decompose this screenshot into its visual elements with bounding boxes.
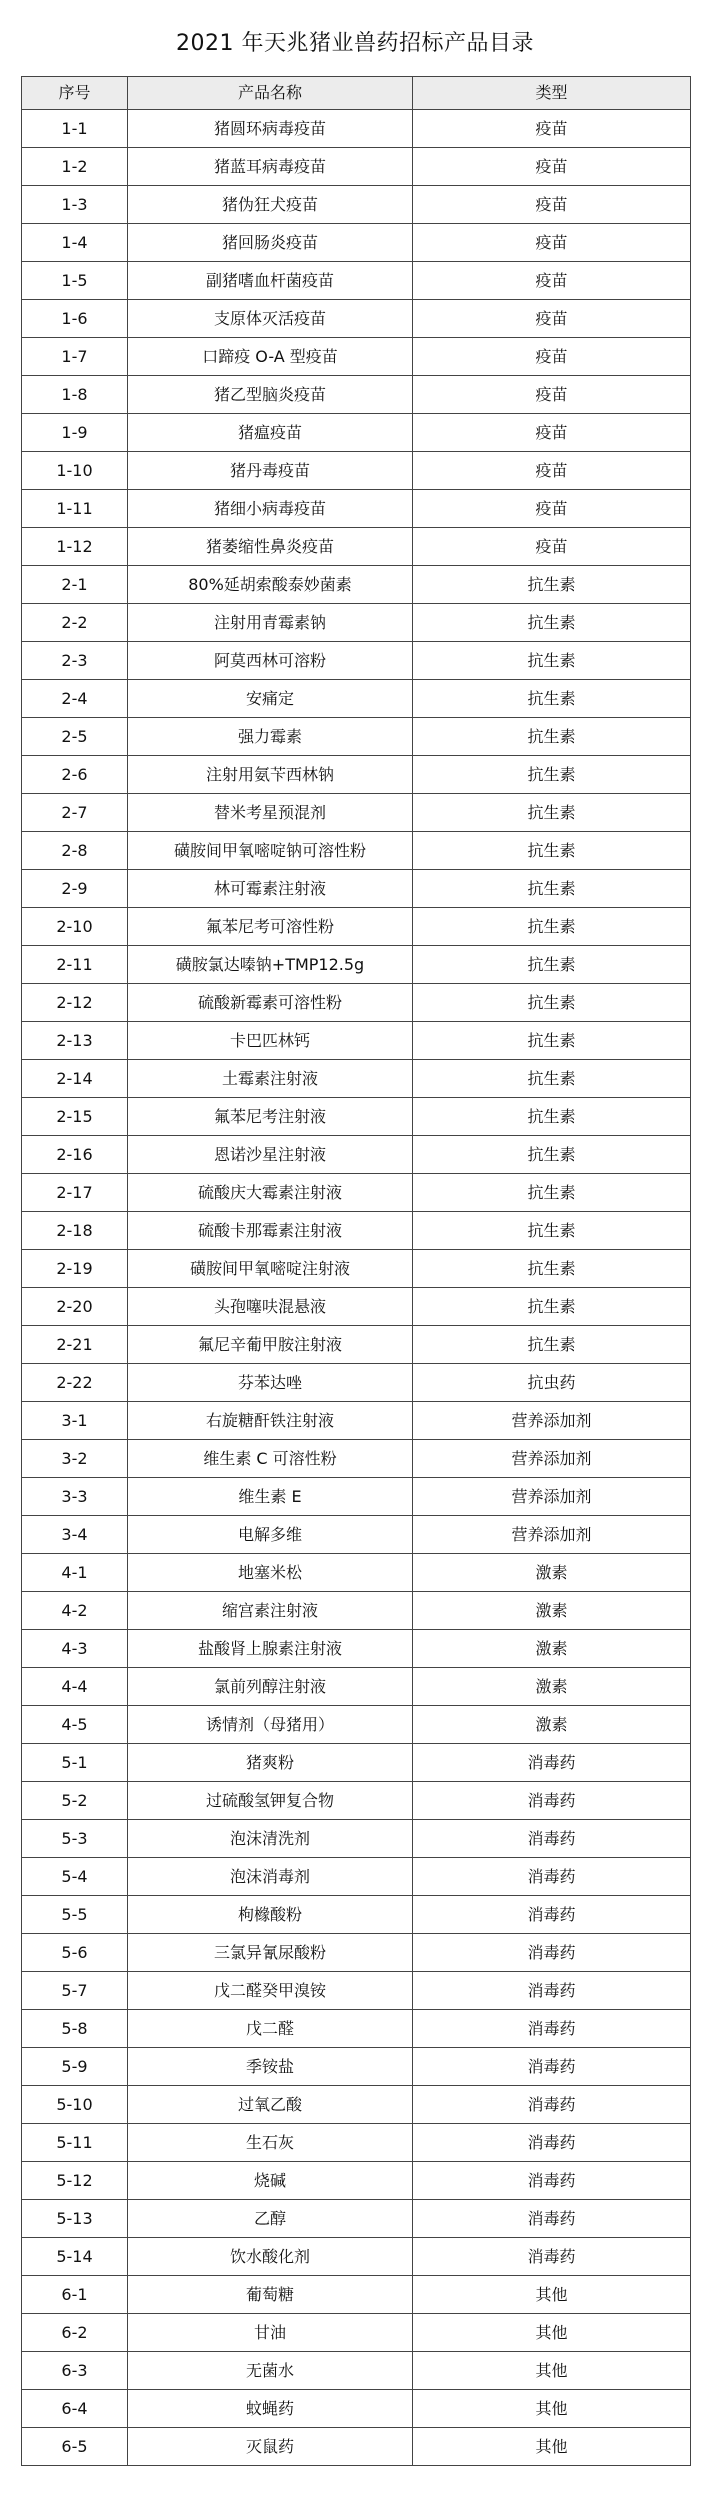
table-row bbox=[22, 110, 691, 148]
table-row bbox=[22, 984, 691, 1022]
table-row bbox=[22, 452, 691, 490]
cell-number: 6-3 bbox=[22, 2352, 128, 2390]
cell-product-name: 恩诺沙星注射液 bbox=[128, 1136, 413, 1174]
table-row bbox=[22, 224, 691, 262]
table-row bbox=[22, 908, 691, 946]
cell-product-name: 林可霉素注射液 bbox=[128, 870, 413, 908]
table-row bbox=[22, 1212, 691, 1250]
page-title: 2021 年天兆猪业兽药招标产品目录 bbox=[176, 31, 534, 56]
cell-type: 消毒药 bbox=[413, 1972, 691, 2010]
cell-type: 激素 bbox=[413, 1630, 691, 1668]
cell-number: 6-1 bbox=[22, 2276, 128, 2314]
cell-number: 3-2 bbox=[22, 1440, 128, 1478]
cell-number: 2-11 bbox=[22, 946, 128, 984]
cell-type: 抗生素 bbox=[413, 566, 691, 604]
column-header-type: 类型 bbox=[413, 77, 691, 110]
cell-number: 1-10 bbox=[22, 452, 128, 490]
cell-type: 抗生素 bbox=[413, 642, 691, 680]
cell-number: 1-7 bbox=[22, 338, 128, 376]
cell-number: 1-1 bbox=[22, 110, 128, 148]
cell-product-name: 葡萄糖 bbox=[128, 2276, 413, 2314]
cell-product-name: 枸橼酸粉 bbox=[128, 1896, 413, 1934]
table-row bbox=[22, 1098, 691, 1136]
cell-number: 5-1 bbox=[22, 1744, 128, 1782]
cell-type: 抗生素 bbox=[413, 832, 691, 870]
table-row bbox=[22, 1858, 691, 1896]
cell-product-name: 氟苯尼考可溶性粉 bbox=[128, 908, 413, 946]
cell-number: 5-12 bbox=[22, 2162, 128, 2200]
table-row bbox=[22, 2162, 691, 2200]
cell-type: 疫苗 bbox=[413, 528, 691, 566]
cell-number: 4-5 bbox=[22, 1706, 128, 1744]
cell-product-name: 80%延胡索酸泰妙菌素 bbox=[128, 566, 413, 604]
cell-number: 5-10 bbox=[22, 2086, 128, 2124]
cell-type: 激素 bbox=[413, 1592, 691, 1630]
table-row bbox=[22, 642, 691, 680]
cell-type: 疫苗 bbox=[413, 148, 691, 186]
table-row bbox=[22, 1478, 691, 1516]
cell-number: 1-5 bbox=[22, 262, 128, 300]
cell-number: 4-1 bbox=[22, 1554, 128, 1592]
table-row bbox=[22, 414, 691, 452]
cell-type: 其他 bbox=[413, 2276, 691, 2314]
cell-type: 抗生素 bbox=[413, 604, 691, 642]
cell-type: 疫苗 bbox=[413, 186, 691, 224]
cell-number: 2-3 bbox=[22, 642, 128, 680]
cell-type: 营养添加剂 bbox=[413, 1440, 691, 1478]
cell-type: 激素 bbox=[413, 1668, 691, 1706]
table-row bbox=[22, 1782, 691, 1820]
cell-type: 抗生素 bbox=[413, 1022, 691, 1060]
cell-number: 5-3 bbox=[22, 1820, 128, 1858]
cell-number: 2-18 bbox=[22, 1212, 128, 1250]
cell-type: 消毒药 bbox=[413, 1858, 691, 1896]
cell-product-name: 头孢噻呋混悬液 bbox=[128, 1288, 413, 1326]
cell-type: 消毒药 bbox=[413, 1782, 691, 1820]
cell-type: 抗生素 bbox=[413, 1136, 691, 1174]
cell-type: 疫苗 bbox=[413, 414, 691, 452]
cell-product-name: 猪伪狂犬疫苗 bbox=[128, 186, 413, 224]
cell-number: 5-5 bbox=[22, 1896, 128, 1934]
cell-product-name: 无菌水 bbox=[128, 2352, 413, 2390]
cell-product-name: 戊二醛癸甲溴铵 bbox=[128, 1972, 413, 2010]
cell-type: 抗生素 bbox=[413, 946, 691, 984]
cell-number: 1-9 bbox=[22, 414, 128, 452]
table-row bbox=[22, 1022, 691, 1060]
cell-product-name: 蚊蝇药 bbox=[128, 2390, 413, 2428]
cell-type: 抗生素 bbox=[413, 984, 691, 1022]
cell-type: 抗生素 bbox=[413, 1212, 691, 1250]
cell-product-name: 乙醇 bbox=[128, 2200, 413, 2238]
table-row bbox=[22, 1592, 691, 1630]
cell-type: 疫苗 bbox=[413, 300, 691, 338]
cell-product-name: 猪细小病毒疫苗 bbox=[128, 490, 413, 528]
column-header-product-name: 产品名称 bbox=[128, 77, 413, 110]
cell-product-name: 猪丹毒疫苗 bbox=[128, 452, 413, 490]
cell-type: 抗生素 bbox=[413, 870, 691, 908]
cell-type: 疫苗 bbox=[413, 490, 691, 528]
cell-type: 消毒药 bbox=[413, 2048, 691, 2086]
cell-number: 5-8 bbox=[22, 2010, 128, 2048]
cell-type: 抗生素 bbox=[413, 794, 691, 832]
column-header-number: 序号 bbox=[22, 77, 128, 110]
cell-type: 营养添加剂 bbox=[413, 1478, 691, 1516]
table-row bbox=[22, 2048, 691, 2086]
cell-product-name: 过硫酸氢钾复合物 bbox=[128, 1782, 413, 1820]
table-row bbox=[22, 1820, 691, 1858]
table-row bbox=[22, 2086, 691, 2124]
cell-product-name: 副猪嗜血杆菌疫苗 bbox=[128, 262, 413, 300]
product-catalog-table bbox=[21, 76, 691, 2466]
cell-type: 抗生素 bbox=[413, 1288, 691, 1326]
cell-product-name: 猪乙型脑炎疫苗 bbox=[128, 376, 413, 414]
cell-product-name: 阿莫西林可溶粉 bbox=[128, 642, 413, 680]
cell-product-name: 地塞米松 bbox=[128, 1554, 413, 1592]
table-row bbox=[22, 1288, 691, 1326]
cell-product-name: 支原体灭活疫苗 bbox=[128, 300, 413, 338]
cell-product-name: 氯前列醇注射液 bbox=[128, 1668, 413, 1706]
header-row bbox=[22, 77, 691, 110]
table-row bbox=[22, 1972, 691, 2010]
cell-number: 5-11 bbox=[22, 2124, 128, 2162]
table-row bbox=[22, 1250, 691, 1288]
table-row bbox=[22, 1934, 691, 1972]
table-row bbox=[22, 680, 691, 718]
cell-number: 1-4 bbox=[22, 224, 128, 262]
cell-number: 6-2 bbox=[22, 2314, 128, 2352]
cell-type: 抗生素 bbox=[413, 680, 691, 718]
cell-number: 2-1 bbox=[22, 566, 128, 604]
cell-number: 2-7 bbox=[22, 794, 128, 832]
cell-number: 5-4 bbox=[22, 1858, 128, 1896]
table-row bbox=[22, 794, 691, 832]
cell-product-name: 土霉素注射液 bbox=[128, 1060, 413, 1098]
cell-number: 2-16 bbox=[22, 1136, 128, 1174]
cell-product-name: 卡巴匹林钙 bbox=[128, 1022, 413, 1060]
cell-product-name: 猪蓝耳病毒疫苗 bbox=[128, 148, 413, 186]
cell-product-name: 维生素 E bbox=[128, 1478, 413, 1516]
cell-number: 1-3 bbox=[22, 186, 128, 224]
cell-product-name: 猪爽粉 bbox=[128, 1744, 413, 1782]
cell-product-name: 注射用青霉素钠 bbox=[128, 604, 413, 642]
table-row bbox=[22, 300, 691, 338]
cell-number: 4-3 bbox=[22, 1630, 128, 1668]
cell-type: 抗生素 bbox=[413, 1250, 691, 1288]
cell-product-name: 电解多维 bbox=[128, 1516, 413, 1554]
table-row bbox=[22, 2276, 691, 2314]
cell-product-name: 维生素 C 可溶性粉 bbox=[128, 1440, 413, 1478]
cell-number: 2-9 bbox=[22, 870, 128, 908]
cell-number: 3-3 bbox=[22, 1478, 128, 1516]
cell-product-name: 猪瘟疫苗 bbox=[128, 414, 413, 452]
cell-product-name: 过氧乙酸 bbox=[128, 2086, 413, 2124]
table-row bbox=[22, 1896, 691, 1934]
cell-number: 3-1 bbox=[22, 1402, 128, 1440]
cell-number: 2-21 bbox=[22, 1326, 128, 1364]
cell-product-name: 泡沫清洗剂 bbox=[128, 1820, 413, 1858]
table-row bbox=[22, 1364, 691, 1402]
table-row bbox=[22, 870, 691, 908]
cell-type: 消毒药 bbox=[413, 2010, 691, 2048]
cell-product-name: 诱情剂（母猪用） bbox=[128, 1706, 413, 1744]
table-row bbox=[22, 2314, 691, 2352]
cell-product-name: 磺胺间甲氧嘧啶注射液 bbox=[128, 1250, 413, 1288]
cell-type: 抗生素 bbox=[413, 1060, 691, 1098]
cell-number: 1-11 bbox=[22, 490, 128, 528]
table-row bbox=[22, 1136, 691, 1174]
table-body bbox=[22, 110, 691, 2466]
cell-type: 疫苗 bbox=[413, 338, 691, 376]
cell-number: 6-4 bbox=[22, 2390, 128, 2428]
cell-type: 抗生素 bbox=[413, 908, 691, 946]
cell-type: 消毒药 bbox=[413, 2200, 691, 2238]
cell-product-name: 猪回肠炎疫苗 bbox=[128, 224, 413, 262]
cell-number: 6-5 bbox=[22, 2428, 128, 2466]
cell-type: 营养添加剂 bbox=[413, 1402, 691, 1440]
table-row bbox=[22, 1516, 691, 1554]
cell-number: 2-12 bbox=[22, 984, 128, 1022]
cell-type: 激素 bbox=[413, 1706, 691, 1744]
table-row bbox=[22, 490, 691, 528]
cell-type: 其他 bbox=[413, 2428, 691, 2466]
table-row bbox=[22, 2390, 691, 2428]
cell-number: 2-15 bbox=[22, 1098, 128, 1136]
cell-product-name: 泡沫消毒剂 bbox=[128, 1858, 413, 1896]
cell-product-name: 强力霉素 bbox=[128, 718, 413, 756]
table-row bbox=[22, 338, 691, 376]
cell-product-name: 磺胺间甲氧嘧啶钠可溶性粉 bbox=[128, 832, 413, 870]
cell-product-name: 烧碱 bbox=[128, 2162, 413, 2200]
cell-number: 2-8 bbox=[22, 832, 128, 870]
cell-product-name: 安痛定 bbox=[128, 680, 413, 718]
table-row bbox=[22, 1440, 691, 1478]
cell-product-name: 磺胺氯达嗪钠+TMP12.5g bbox=[128, 946, 413, 984]
table-row bbox=[22, 1744, 691, 1782]
table-row bbox=[22, 756, 691, 794]
cell-number: 2-17 bbox=[22, 1174, 128, 1212]
cell-product-name: 硫酸卡那霉素注射液 bbox=[128, 1212, 413, 1250]
cell-product-name: 季铵盐 bbox=[128, 2048, 413, 2086]
table-row bbox=[22, 528, 691, 566]
cell-number: 3-4 bbox=[22, 1516, 128, 1554]
table-row bbox=[22, 376, 691, 414]
table-row bbox=[22, 718, 691, 756]
cell-number: 5-14 bbox=[22, 2238, 128, 2276]
cell-type: 其他 bbox=[413, 2352, 691, 2390]
cell-product-name: 注射用氨苄西林钠 bbox=[128, 756, 413, 794]
cell-type: 消毒药 bbox=[413, 2238, 691, 2276]
cell-type: 消毒药 bbox=[413, 2124, 691, 2162]
cell-product-name: 盐酸肾上腺素注射液 bbox=[128, 1630, 413, 1668]
table-row bbox=[22, 566, 691, 604]
table-row bbox=[22, 1668, 691, 1706]
cell-type: 疫苗 bbox=[413, 262, 691, 300]
cell-product-name: 芬苯达唑 bbox=[128, 1364, 413, 1402]
cell-number: 2-19 bbox=[22, 1250, 128, 1288]
cell-number: 2-2 bbox=[22, 604, 128, 642]
cell-number: 1-6 bbox=[22, 300, 128, 338]
table-row bbox=[22, 946, 691, 984]
cell-product-name: 右旋糖酐铁注射液 bbox=[128, 1402, 413, 1440]
cell-number: 1-2 bbox=[22, 148, 128, 186]
cell-number: 4-4 bbox=[22, 1668, 128, 1706]
cell-product-name: 灭鼠药 bbox=[128, 2428, 413, 2466]
cell-type: 抗虫药 bbox=[413, 1364, 691, 1402]
cell-type: 抗生素 bbox=[413, 756, 691, 794]
cell-product-name: 猪圆环病毒疫苗 bbox=[128, 110, 413, 148]
cell-type: 疫苗 bbox=[413, 110, 691, 148]
table-row bbox=[22, 1060, 691, 1098]
cell-product-name: 猪萎缩性鼻炎疫苗 bbox=[128, 528, 413, 566]
cell-type: 消毒药 bbox=[413, 2162, 691, 2200]
cell-type: 消毒药 bbox=[413, 2086, 691, 2124]
cell-number: 2-14 bbox=[22, 1060, 128, 1098]
cell-product-name: 三氯异氰尿酸粉 bbox=[128, 1934, 413, 1972]
cell-type: 消毒药 bbox=[413, 1820, 691, 1858]
cell-type: 消毒药 bbox=[413, 1896, 691, 1934]
cell-number: 2-13 bbox=[22, 1022, 128, 1060]
cell-product-name: 硫酸庆大霉素注射液 bbox=[128, 1174, 413, 1212]
cell-type: 抗生素 bbox=[413, 1326, 691, 1364]
table-row bbox=[22, 2238, 691, 2276]
table-row bbox=[22, 186, 691, 224]
cell-product-name: 饮水酸化剂 bbox=[128, 2238, 413, 2276]
cell-number: 1-12 bbox=[22, 528, 128, 566]
table-row bbox=[22, 2010, 691, 2048]
cell-type: 激素 bbox=[413, 1554, 691, 1592]
cell-number: 4-2 bbox=[22, 1592, 128, 1630]
cell-product-name: 缩宫素注射液 bbox=[128, 1592, 413, 1630]
cell-type: 疫苗 bbox=[413, 452, 691, 490]
table-row bbox=[22, 262, 691, 300]
table-header bbox=[22, 77, 691, 110]
table-row bbox=[22, 604, 691, 642]
cell-product-name: 氟苯尼考注射液 bbox=[128, 1098, 413, 1136]
cell-number: 5-2 bbox=[22, 1782, 128, 1820]
table-row bbox=[22, 1554, 691, 1592]
cell-type: 其他 bbox=[413, 2390, 691, 2428]
cell-type: 抗生素 bbox=[413, 718, 691, 756]
cell-number: 5-6 bbox=[22, 1934, 128, 1972]
cell-type: 营养添加剂 bbox=[413, 1516, 691, 1554]
cell-type: 疫苗 bbox=[413, 224, 691, 262]
cell-number: 2-5 bbox=[22, 718, 128, 756]
cell-number: 2-6 bbox=[22, 756, 128, 794]
cell-type: 疫苗 bbox=[413, 376, 691, 414]
cell-type: 其他 bbox=[413, 2314, 691, 2352]
cell-product-name: 戊二醛 bbox=[128, 2010, 413, 2048]
cell-product-name: 甘油 bbox=[128, 2314, 413, 2352]
table-row bbox=[22, 1326, 691, 1364]
table-row bbox=[22, 2352, 691, 2390]
cell-number: 2-4 bbox=[22, 680, 128, 718]
cell-type: 消毒药 bbox=[413, 1744, 691, 1782]
table-row bbox=[22, 148, 691, 186]
cell-type: 抗生素 bbox=[413, 1174, 691, 1212]
cell-product-name: 硫酸新霉素可溶性粉 bbox=[128, 984, 413, 1022]
cell-number: 5-7 bbox=[22, 1972, 128, 2010]
cell-number: 5-9 bbox=[22, 2048, 128, 2086]
cell-number: 2-22 bbox=[22, 1364, 128, 1402]
cell-number: 2-20 bbox=[22, 1288, 128, 1326]
cell-type: 消毒药 bbox=[413, 1934, 691, 1972]
cell-product-name: 氟尼辛葡甲胺注射液 bbox=[128, 1326, 413, 1364]
cell-product-name: 替米考星预混剂 bbox=[128, 794, 413, 832]
table-row bbox=[22, 2428, 691, 2466]
cell-product-name: 口蹄疫 O-A 型疫苗 bbox=[128, 338, 413, 376]
cell-number: 1-8 bbox=[22, 376, 128, 414]
cell-product-name: 生石灰 bbox=[128, 2124, 413, 2162]
cell-type: 抗生素 bbox=[413, 1098, 691, 1136]
table-row bbox=[22, 1630, 691, 1668]
table-row bbox=[22, 832, 691, 870]
table-row bbox=[22, 2200, 691, 2238]
table-row bbox=[22, 1174, 691, 1212]
table-row bbox=[22, 1402, 691, 1440]
cell-number: 2-10 bbox=[22, 908, 128, 946]
table-row bbox=[22, 2124, 691, 2162]
table-row bbox=[22, 1706, 691, 1744]
cell-number: 5-13 bbox=[22, 2200, 128, 2238]
